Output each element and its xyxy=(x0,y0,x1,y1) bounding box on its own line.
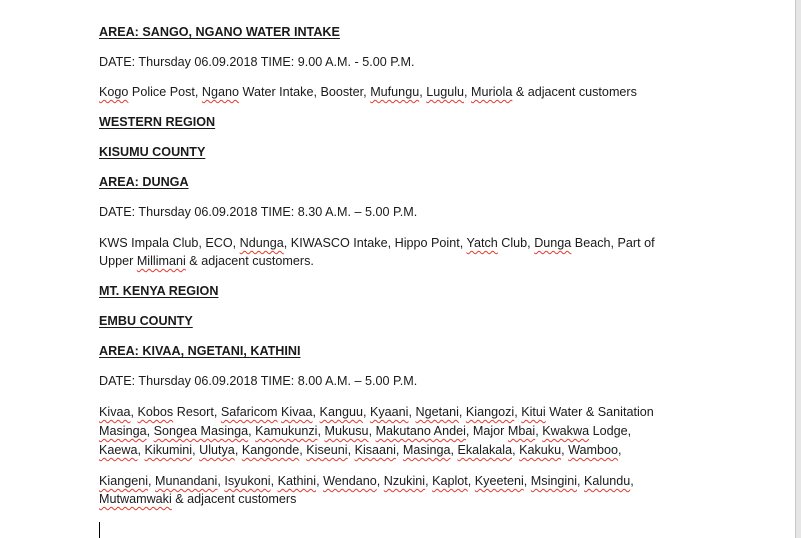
misspelled-word: Dunga xyxy=(534,236,572,250)
text-run: , xyxy=(317,424,325,438)
text-run: KISUMU COUNTY xyxy=(99,145,206,159)
text-run: , xyxy=(425,474,433,488)
text-run: , xyxy=(362,405,370,419)
paragraph-line xyxy=(99,252,314,270)
section-heading xyxy=(99,113,215,131)
text-run: DATE: Thursday 06.09.2018 TIME: 9.00 A.M. - 5.00 P.M. xyxy=(99,55,415,69)
text-run: KWS Impala Club, ECO, xyxy=(99,236,240,250)
text-run: Beach, Part of xyxy=(571,236,655,250)
misspelled-word: Kogo xyxy=(99,85,129,99)
section-heading xyxy=(99,342,301,360)
text-run: , xyxy=(395,443,403,457)
text-run: WESTERN REGION xyxy=(99,115,216,129)
text-run: Police Post, xyxy=(128,85,202,99)
misspelled-word: Kyeeteni xyxy=(474,474,524,488)
paragraph-line xyxy=(99,472,634,490)
text-cursor xyxy=(99,522,100,538)
text-run: Upper xyxy=(99,254,137,268)
misspelled-word: Munandani xyxy=(155,474,218,488)
text-run: , xyxy=(130,405,138,419)
text-run: , xyxy=(146,424,154,438)
misspelled-word: Mufungu xyxy=(370,85,420,99)
text-run: , xyxy=(368,424,376,438)
paragraph-line xyxy=(99,403,654,421)
misspelled-word: Yatch xyxy=(466,236,498,250)
text-run: , xyxy=(618,443,622,457)
misspelled-word: Kakuku xyxy=(519,443,562,457)
section-heading xyxy=(99,312,193,330)
misspelled-word: Songea Masinga xyxy=(153,424,249,438)
text-run: DATE: Thursday 06.09.2018 TIME: 8.00 A.M. – 5.00 P.M. xyxy=(99,374,418,388)
misspelled-word: Ekalakala xyxy=(457,443,513,457)
misspelled-word: Kalundu xyxy=(584,474,631,488)
text-run: , xyxy=(192,443,200,457)
text-run: Water & Sanitation xyxy=(545,405,654,419)
misspelled-word: Ulutya xyxy=(199,443,235,457)
text-run: Water Intake, Booster, xyxy=(239,85,371,99)
text-run: DATE: Thursday 06.09.2018 TIME: 8.30 A.M. – 5.00 P.M. xyxy=(99,205,418,219)
text-run: AREA: SANGO, NGANO WATER INTAKE xyxy=(99,25,340,39)
misspelled-word: Kiseuni xyxy=(306,443,348,457)
text-run: , xyxy=(458,405,466,419)
paragraph-line xyxy=(99,372,417,390)
misspelled-word: Kitui xyxy=(521,405,546,419)
text-run: , xyxy=(316,474,324,488)
paragraph-line xyxy=(99,234,655,252)
text-run: & adjacent customers xyxy=(512,85,637,99)
misspelled-word: Lugulu xyxy=(426,85,465,99)
text-run: , xyxy=(376,474,384,488)
misspelled-word: Mbai xyxy=(507,424,536,438)
misspelled-word: Masinga xyxy=(402,443,451,457)
text-run: , xyxy=(270,474,278,488)
text-run: , Major xyxy=(465,424,508,438)
misspelled-word: Nzukini xyxy=(383,474,426,488)
text-run: , xyxy=(577,474,584,488)
text-run: EMBU COUNTY xyxy=(99,314,193,328)
misspelled-word: Kangonde xyxy=(241,443,300,457)
text-run: , xyxy=(450,443,458,457)
misspelled-word: Safaricom xyxy=(220,405,278,419)
text-run: , xyxy=(148,474,156,488)
text-run: Club, xyxy=(497,236,535,250)
text-run: & adjacent customers xyxy=(171,492,297,506)
misspelled-word: Kwakwa xyxy=(542,424,590,438)
text-run: , xyxy=(408,405,416,419)
text-run: , xyxy=(347,443,355,457)
misspelled-word: Msingini xyxy=(530,474,577,488)
text-run: MT. KENYA REGION xyxy=(99,284,219,298)
section-heading xyxy=(99,282,218,300)
misspelled-word: Ngetani xyxy=(415,405,459,419)
misspelled-word: Kanguu xyxy=(319,405,363,419)
misspelled-word: Wamboo xyxy=(568,443,619,457)
text-run: , xyxy=(234,443,242,457)
text-run: , xyxy=(630,474,634,488)
text-run: , xyxy=(299,443,307,457)
misspelled-word: Ndunga xyxy=(239,236,284,250)
text-run: Lodge, xyxy=(589,424,632,438)
misspelled-word: Masinga xyxy=(99,424,147,438)
text-run: , xyxy=(535,424,543,438)
misspelled-word: Kathini xyxy=(277,474,317,488)
misspelled-word: Kivaa xyxy=(99,405,131,419)
text-run: , xyxy=(464,85,472,99)
text-run: , xyxy=(512,443,520,457)
misspelled-word: Kisaani xyxy=(354,443,396,457)
text-run: AREA: KIVAA, NGETANI, KATHINI xyxy=(99,344,301,358)
paragraph-line xyxy=(99,441,622,459)
text-run: & adjacent customers. xyxy=(185,254,314,268)
text-run: AREA: DUNGA xyxy=(99,175,189,189)
section-heading xyxy=(99,23,340,41)
paragraph-line xyxy=(99,490,296,508)
misspelled-word: Muriola xyxy=(471,85,513,99)
misspelled-word: Mutwamwaki xyxy=(99,492,172,506)
misspelled-word: Makutano Andei xyxy=(375,424,466,438)
misspelled-word: Millimani xyxy=(136,254,186,268)
misspelled-word: Wendano xyxy=(323,474,377,488)
misspelled-word: Kaewa xyxy=(99,443,138,457)
misspelled-word: Kobos xyxy=(137,405,174,419)
text-run: , xyxy=(419,85,427,99)
paragraph-line xyxy=(99,83,637,101)
text-run: , xyxy=(561,443,569,457)
text-run: , KIWASCO Intake, Hippo Point, xyxy=(283,236,467,250)
misspelled-word: Kaplot xyxy=(432,474,468,488)
misspelled-word: Kivaa xyxy=(281,405,313,419)
section-heading xyxy=(99,143,205,161)
misspelled-word: Mukusu xyxy=(324,424,369,438)
misspelled-word: Ngano xyxy=(201,85,240,99)
text-run: , xyxy=(523,474,531,488)
paragraph-line xyxy=(99,422,631,440)
misspelled-word: Isyukoni xyxy=(224,474,271,488)
misspelled-word: Kyaani xyxy=(369,405,409,419)
paragraph-line xyxy=(99,53,414,71)
misspelled-word: Kiangozi xyxy=(465,405,515,419)
section-heading xyxy=(99,173,189,191)
text-run: , xyxy=(467,474,475,488)
text-run: , xyxy=(514,405,522,419)
misspelled-word: Kiangeni xyxy=(99,474,149,488)
text-run: , xyxy=(217,474,225,488)
misspelled-word: Kikumini xyxy=(144,443,193,457)
vertical-scrollbar-track[interactable] xyxy=(796,0,801,538)
text-run: Resort, xyxy=(173,405,221,419)
text-run: , xyxy=(248,424,256,438)
text-run: , xyxy=(312,405,320,419)
misspelled-word: Kamukunzi xyxy=(255,424,318,438)
text-run: , xyxy=(137,443,145,457)
paragraph-line xyxy=(99,203,417,221)
